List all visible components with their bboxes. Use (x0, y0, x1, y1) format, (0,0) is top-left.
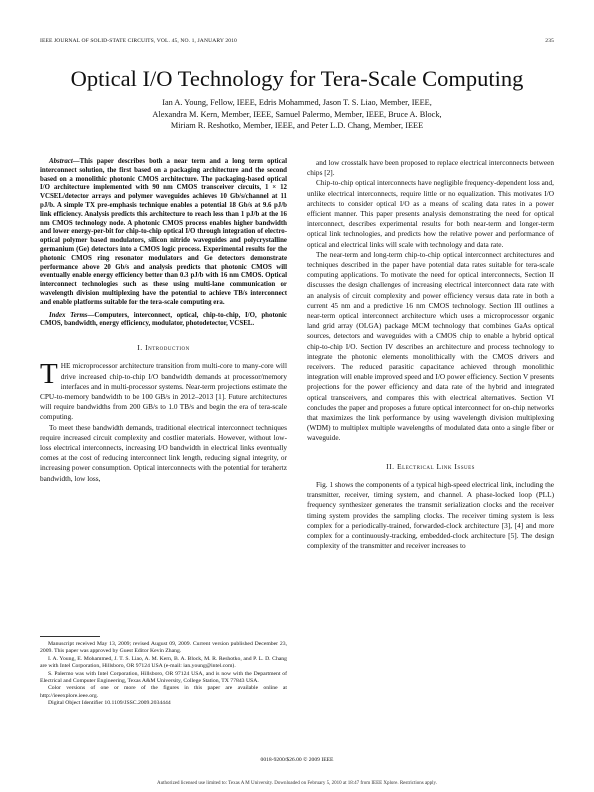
footnote-affiliation-intel: I. A. Young, E. Mohammed, J. T. S. Liao, A. M. Kern, B. A. Block, M. R. Reshotko, and P. L. D. Chang are with Intel Corporation, Hillsboro, OR 97124 USA (e-mail: ian.young@intel.com). (40, 655, 287, 670)
journal-name: IEEE JOURNAL OF SOLID-STATE CIRCUITS, VOL. 45, NO. 1, JANUARY 2010 (40, 38, 237, 44)
intro-paragraph-continued: and low crosstalk have been proposed to replace electrical interconnects between chips [2]. (307, 158, 554, 178)
author-list (60, 97, 534, 132)
section-1-title: Introduction (145, 343, 190, 353)
footnotes (40, 636, 287, 708)
running-header (40, 38, 554, 44)
intro-paragraph-4: The near-term and long-term chip-to-chip optical interconnect architectures and techniques described in the paper have potential data rates suitable for tera-scale computing applications. To motivate the need for optical interconnects, Section II discusses the design challenges of increasing electrical interconnect data rate with an analysis of circuit complexity and power efficiency versus data rate in both a current 45 nm and a predictive 16 nm CMOS technology. Section III outlines a near-term optical interconnect architecture which uses a microprocessor organic land grid array (OLGA) package MCM technology that combines GaAs optical sources, detectors and waveguides with a CMOS chip to enable a hybrid optical chip-to-chip I/O. Section IV describes an architecture and process technology to integrate the photonic elements monolithically with the CMOS drivers and receivers. The reduced parasitic capacitance achieved through monolithic integration will enable improved speed and I/O power efficiency. Section V presents projections for the power efficiency and data rate of the hybrid and integrated optical transceivers, and compares this with electrical alternatives. Section VI concludes the paper and proposes a future optical interconnect for on-chip networks that maximizes the link performance by using wavelength division multiplexing (WDM) to multiplex multiple wavelengths of modulated data onto a single fiber or waveguide. (307, 249, 554, 443)
abstract-text: This paper describes both a near term and a long term optical interconnect solution, the first based on a packaging architecture and the second based on a monolithic photonic CMOS architecture. The packaging-based optical I/O architecture implemented with 90 nm CMOS transceiver circuits, 1 × 12 VCSEL/detector arrays and polymer waveguides achieves 10 Gb/s/channel at 11 pJ/b. A simple TX pre-emphasis technique enables a potential 18 Gb/s at 9.6 pJ/b link efficiency. Analysis predicts this architecture to reach less than 1 pJ/b at the 16 nm CMOS technology node. A photonic CMOS process enables higher bandwidth and lower energy-per-bit for chip-to-chip optical I/O through integration of electro-optical polymer based modulators, silicon nitride waveguides and polycrystalline germanium (Ge) detectors into a CMOS logic process. Experimental results for the photonic CMOS ring resonator modulators and Ge detectors demonstrate performance above 20 Gb/s and analysis predicts that photonic CMOS will eventually enable energy efficiency better than 0.3 pJ/b with 16 nm CMOS. Optical interconnect technologies such as these using multi-lane communication or wavelength division multiplexing have the potential to achieve TB/s interconnect and enable platforms suitable for the tera-scale computing era. (40, 158, 287, 306)
footnote-doi: Digital Object Identifier 10.1109/JSSC.2009.2034444 (48, 700, 171, 707)
section-2-body (307, 480, 554, 551)
footnote-manuscript: Manuscript received May 13, 2009; revised August 09, 2009. Current version published December 23, 2009. This paper was approved by Guest Editor Kevin Zhang. (40, 641, 287, 655)
abstract-label: Abstract— (49, 158, 80, 165)
abstract (40, 158, 287, 308)
author-line-1: Ian A. Young, Fellow, IEEE, Edris Mohammed, Jason T. S. Liao, Member, IEEE, (162, 98, 432, 107)
authorized-use-notice: Authorized licensed use limited to: Texas A M University. Downloaded on February 5, 2010 at 18:47 from IEEE Xplore. Restrictions apply. (157, 781, 437, 786)
page-number: 235 (545, 38, 554, 44)
copyright-line: 0018-9200/$26.00 © 2009 IEEE (260, 757, 334, 763)
drop-cap: T (40, 358, 58, 391)
index-terms-text: Computers, interconnect, optical, chip-to-chip, I/O, photonic CMOS, bandwidth, energy efficiency, modulator, photodetector, VCSEL. (40, 311, 287, 328)
right-column (307, 158, 554, 551)
index-terms (40, 312, 287, 330)
footnote-color-versions: Color versions of one or more of the figures in this paper are available online at http://ieeexplore.ieee.org. (40, 685, 287, 699)
section-1-paragraph-1 (40, 358, 287, 422)
footnote-affiliation-palermo: S. Palermo was with Intel Corporation, Hillsboro, OR 97124 USA, and is now with the Department of Electrical and Computer Engineering, Texas A&M University, College Station, TX 77843 USA. (40, 670, 287, 685)
section-1-heading (40, 343, 287, 353)
section-1-number: I. (137, 343, 143, 353)
left-column (40, 158, 287, 484)
author-line-2: Alexandra M. Kern, Member, IEEE, Samuel Palermo, Member, IEEE, Bruce A. Block, (152, 109, 442, 119)
section-2-number: II. (386, 461, 395, 471)
section-2-title: Electrical Link Issues (396, 461, 475, 471)
footnote-rule (40, 636, 100, 637)
section-1-body (40, 358, 287, 483)
section-2-heading (307, 462, 554, 472)
author-line-3: Miriam R. Reshotko, Member, IEEE, and Peter L.D. Chang, Member, IEEE (170, 121, 424, 130)
section-1-paragraph-1-text: HE microprocessor architecture transition from multi-core to many-core will drive increased chip-to-chip I/O bandwidth demands at processor/memory interfaces and in multi-processor systems. Near-term projections estimate the CPU-to-memory bandwidth to be 100 GB/s in 2012–2013 [1]. Future architectures will require bandwidths from 200 GB/s to 1.0 TB/s and begin the era of tera-scale computing. (40, 361, 287, 422)
index-terms-label: Index Terms— (49, 311, 95, 319)
section-1-paragraph-2: To meet these bandwidth demands, traditional electrical interconnect techniques require increased circuit complexity and costlier materials. However, without low-loss electrical interconnects, increasing I/O bandwidth in electrical links eventually comes at the cost of reducing interconnect link length, reducing signal integrity, or increasing power consumption. Optical interconnects with the potential for terahertz bandwidth, low loss, (40, 422, 287, 483)
paper-title: Optical I/O Technology for Tera-Scale Computing (70, 66, 524, 91)
intro-paragraph-3: Chip-to-chip optical interconnects have negligible frequency-dependent loss and, unlike electrical interconnects, require little or no equalization. This motivates I/O architects to consider optical I/O as a means of scaling data rates in a power efficient manner. This paper presents analysis demonstrating the need for optical interconnect, describes experimental results for both near-term and longer-term optical link technologies, and predicts how the relative power and performance of optical and electrical links will scale with technology and data rate. (307, 178, 554, 249)
right-column-body (307, 158, 554, 444)
section-2-paragraph-1: Fig. 1 shows the components of a typical high-speed electrical link, including the transmitter, receiver, timing system, and channel. A phase-locked loop (PLL) frequency synthesizer generates the transmit serialization clocks and the receiver timing system provides the sampling clocks. The receiver timing system is less complex for a periodically-trained, forwarded-clock architecture [3], [4] and more complex for a continuously-tracking, embedded-clock architecture [5]. The design complexity of the transmitter and receiver increases to (307, 479, 554, 551)
